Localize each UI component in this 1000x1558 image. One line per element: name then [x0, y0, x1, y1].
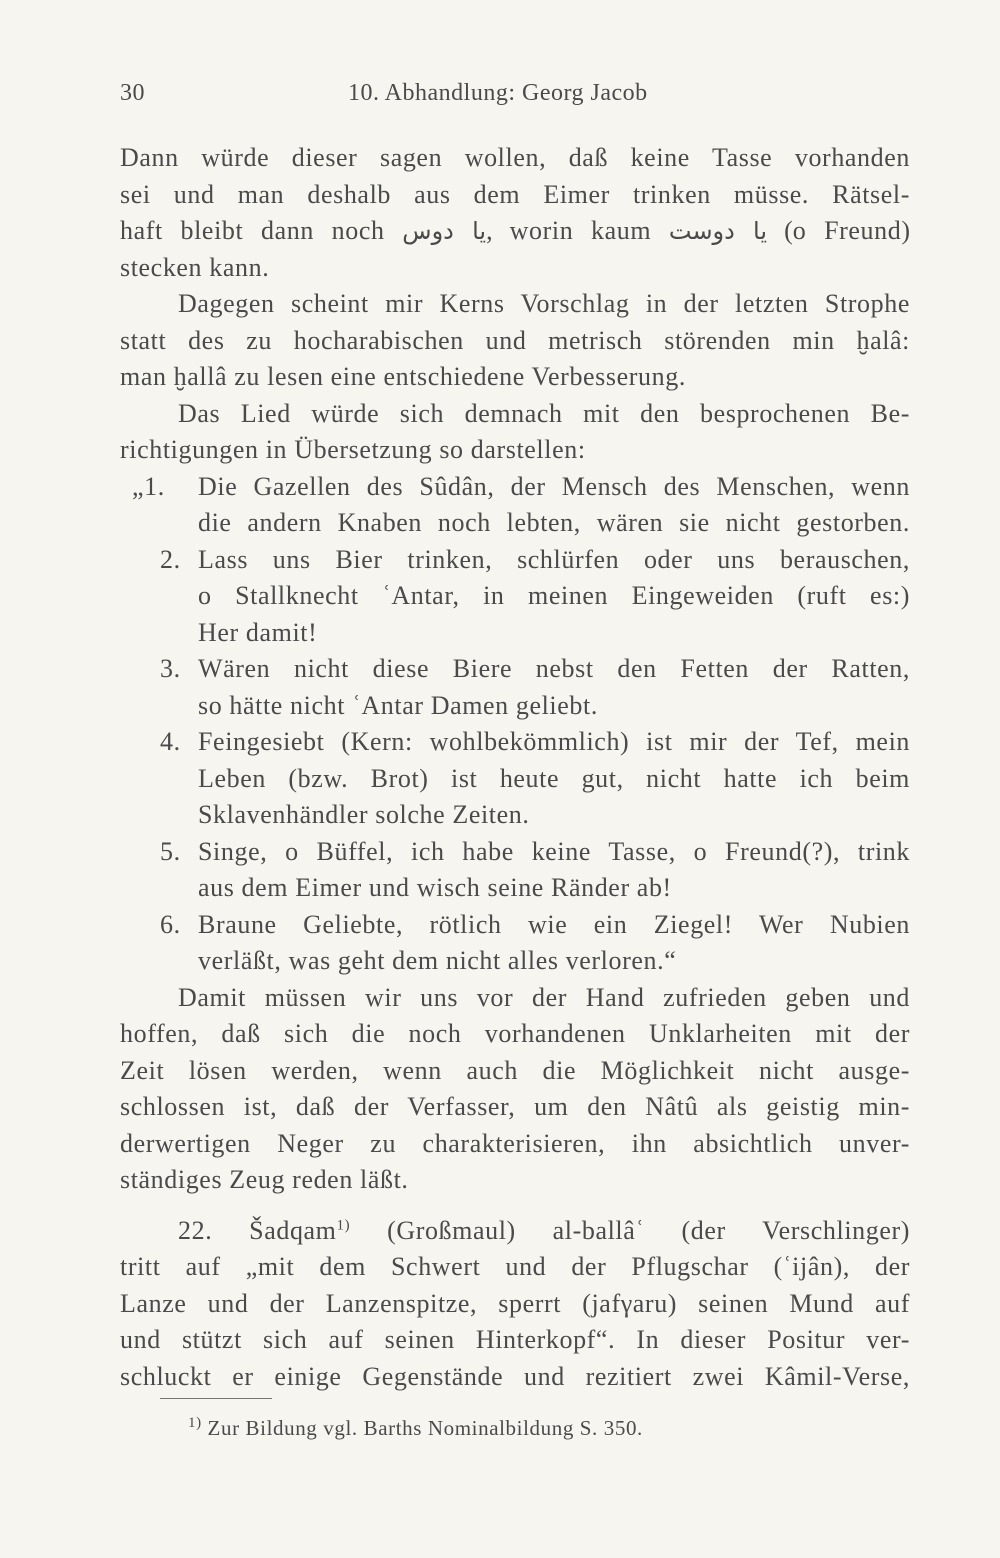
arabic-phrase: يا دوس — [402, 217, 487, 245]
page-number: 30 — [120, 80, 145, 106]
text-line: Dann würde dieser sagen wollen, daß keine Tasse vorhanden — [120, 143, 910, 172]
footnote — [188, 1416, 643, 1441]
list-text: Feingesiebt (Kern: wohlbekömmlich) ist mir der Tef, mein — [198, 727, 910, 756]
text-line: stecken kann. — [120, 252, 270, 282]
list-item: verläßt, was geht dem nicht alles verloren.“ — [198, 946, 677, 975]
running-title: 10. Abhandlung: Georg Jacob — [348, 80, 648, 106]
list-item: die andern Knaben noch lebten, wären sie nicht gestorben. — [198, 508, 910, 537]
numbered-list — [120, 469, 910, 980]
list-number: 6. — [160, 909, 181, 939]
list-text: Lass uns Bier trinken, schlürfen oder uns berauschen, — [198, 544, 910, 574]
list-number: 4. — [160, 727, 181, 756]
footnote-text: Zur Bildung vgl. Barths Nominalbildung S. 350. — [201, 1416, 643, 1440]
footnote-ref[interactable]: 1) — [336, 1216, 351, 1233]
text-span: haft bleibt dann noch — [120, 216, 403, 245]
list-item: Her damit! — [198, 617, 318, 647]
text-line: statt des zu hocharabischen und metrisch störenden min ḫalâ: — [120, 325, 910, 355]
list-text: Braune Geliebte, rötlich wie ein Ziegel! Wer Nubien — [198, 909, 910, 939]
list-number: 3. — [160, 654, 181, 683]
text-line: Das Lied würde sich demnach mit den besprochenen Be- — [178, 398, 910, 428]
text-span: , worin kaum — [486, 216, 669, 245]
list-item: Sklavenhändler solche Zeiten. — [198, 800, 530, 829]
list-item — [120, 651, 910, 688]
list-number: 2. — [160, 544, 181, 574]
text-line: derwertigen Neger zu charakterisieren, ihn absichtlich unver- — [120, 1128, 910, 1158]
text-line — [120, 213, 910, 250]
text-line: Lanze und der Lanzenspitze, sperrt (jafγaru) seinen Mund auf — [120, 1288, 910, 1318]
list-item: o Stallknecht ʿAntar, in meinen Eingeweiden (ruft es:) — [198, 581, 910, 610]
page-header — [0, 80, 1000, 116]
footnote-divider — [160, 1398, 272, 1399]
list-text: Wären nicht diese Biere nebst den Fetten der Ratten, — [198, 654, 910, 683]
list-item: so hätte nicht ʿAntar Damen geliebt. — [198, 690, 598, 720]
list-item — [120, 469, 910, 506]
text-line: Damit müssen wir uns vor der Hand zufrieden geben und — [178, 982, 910, 1012]
text-line: richtigungen in Übersetzung so darstellen: — [120, 435, 586, 464]
text-span: 22. Šadqam — [178, 1215, 337, 1245]
list-item — [120, 542, 910, 579]
list-item: Leben (bzw. Brot) ist heute gut, nicht hatte ich beim — [198, 763, 910, 793]
text-line — [120, 1213, 910, 1250]
text-line: sei und man deshalb aus dem Eimer trinken müsse. Rätsel- — [120, 179, 910, 209]
text-line: ständiges Zeug reden läßt. — [120, 1165, 409, 1194]
text-line: Zeit lösen werden, wenn auch die Möglichkeit nicht ausge- — [120, 1055, 910, 1085]
list-item: aus dem Eimer und wisch seine Ränder ab! — [198, 873, 672, 902]
paragraph-gap — [120, 1199, 910, 1213]
text-line: man ḫallâ zu lesen eine entschiedene Verbesserung. — [120, 362, 686, 391]
text-line: schlossen ist, daß der Verfasser, um den Nâtû als geistig min- — [120, 1092, 910, 1121]
list-item — [120, 724, 910, 761]
list-number: 5. — [160, 836, 181, 866]
text-span: (Großmaul) al-ballâʿ (der Verschlinger) — [350, 1215, 910, 1245]
list-text: Singe, o Büffel, ich habe keine Tasse, o Freund(?), trink — [198, 836, 910, 866]
text-line: tritt auf „mit dem Schwert und der Pflugschar (ʿijân), der — [120, 1252, 910, 1281]
footnote-mark: 1) — [188, 1415, 202, 1431]
text-line: schluckt er einige Gegenstände und rezitiert zwei Kâmil-Verse, — [120, 1361, 910, 1391]
text-line: und stützt sich auf seinen Hinterkopf“. In dieser Positur ver- — [120, 1325, 910, 1354]
page-body — [120, 140, 910, 1395]
list-item — [120, 907, 910, 944]
list-text: Die Gazellen des Sûdân, der Mensch des Menschen, wenn — [198, 471, 910, 501]
text-line: hoffen, daß sich die noch vorhandenen Unklarheiten mit der — [120, 1019, 910, 1048]
arabic-phrase: يا دوست — [668, 217, 768, 245]
text-span: (o Freund) — [767, 216, 910, 245]
text-line: Dagegen scheint mir Kerns Vorschlag in der letzten Strophe — [178, 289, 910, 318]
list-item — [120, 834, 910, 871]
list-number: „1. — [132, 471, 165, 501]
